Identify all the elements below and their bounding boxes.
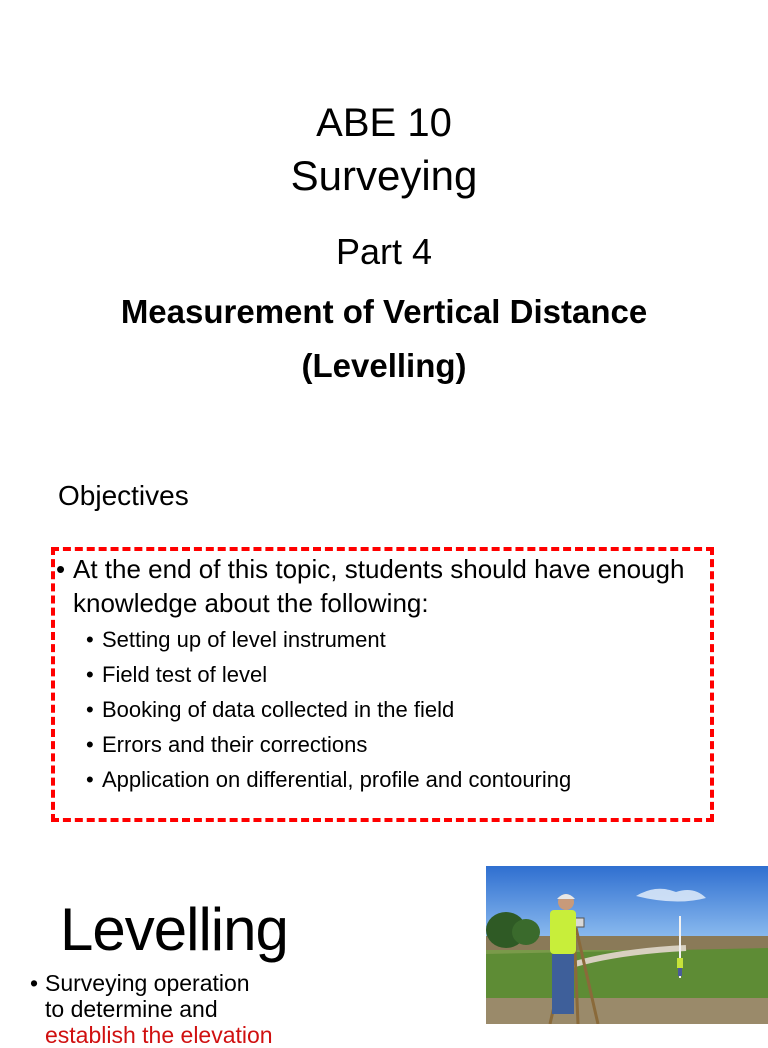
course-code: ABE 10: [316, 101, 452, 145]
heading-line-2: (Levelling): [301, 347, 467, 384]
surveyor-photo-image: [486, 866, 768, 1024]
list-item: [86, 657, 571, 692]
levelling-title: Levelling: [60, 896, 288, 963]
slide-heading: [0, 285, 768, 393]
list-item-text: Booking of data collected in the field: [102, 697, 455, 722]
objectives-intro: [56, 552, 696, 620]
bullet: •: [56, 554, 66, 584]
list-item-text: Errors and their corrections: [102, 732, 368, 757]
list-item: [86, 622, 571, 657]
bullet: •: [86, 732, 94, 757]
definition-line-2: to determine and: [45, 996, 218, 1022]
definition-line-1: Surveying operation: [45, 970, 250, 996]
surveyor-photo: [486, 866, 768, 1024]
list-item-text: Field test of level: [102, 662, 268, 687]
levelling-definition: [30, 970, 330, 1048]
objectives-list: [86, 622, 571, 797]
objectives-intro-text: At the end of this topic, students should have enough knowledge about the following:: [73, 554, 685, 618]
course-subject: Surveying: [290, 152, 478, 199]
objectives-title: Objectives: [58, 480, 189, 511]
bullet: •: [86, 627, 94, 652]
bullet: •: [30, 970, 39, 996]
bullet: •: [86, 697, 94, 722]
list-item-text: Application on differential, profile and contouring: [102, 767, 572, 792]
definition-line-3: establish the elevation: [45, 1022, 273, 1048]
bullet: •: [86, 767, 94, 792]
heading-line-1: Measurement of Vertical Distance: [120, 293, 648, 330]
list-item-text: Setting up of level instrument: [102, 627, 386, 652]
list-item: [86, 727, 571, 762]
list-item: [86, 692, 571, 727]
part-label: Part 4: [335, 231, 433, 272]
list-item: [86, 762, 571, 797]
bullet: •: [86, 662, 94, 687]
